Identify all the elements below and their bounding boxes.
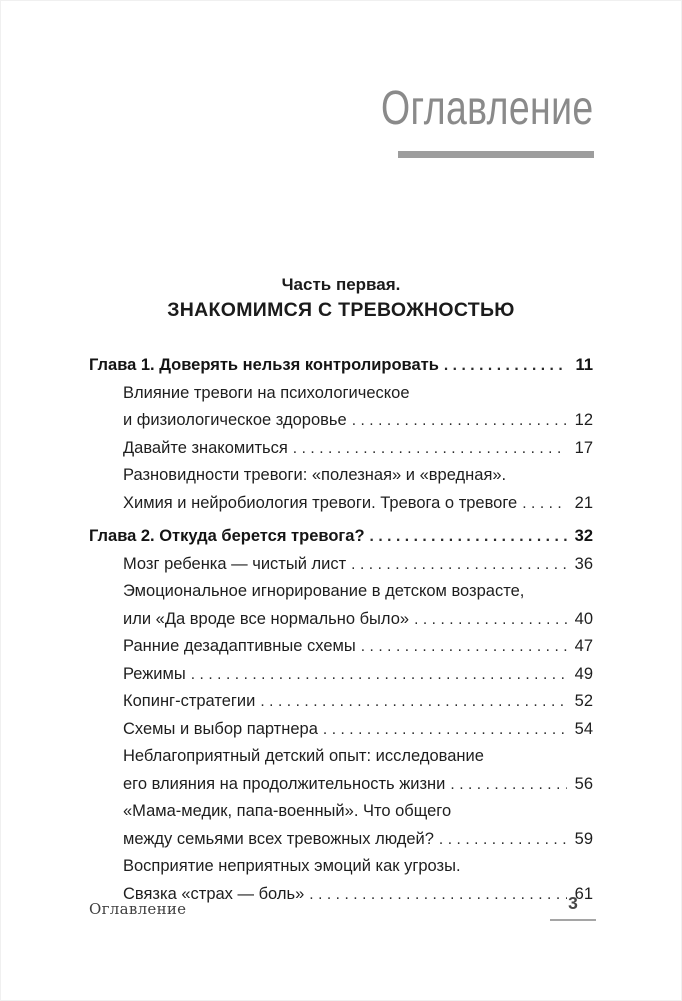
toc-entry-row [123,606,593,634]
toc-entry [89,633,593,661]
toc-entry-row [123,661,593,689]
toc-entry-title: между семьями всех тревожных людей? [123,829,434,848]
toc-entry [89,435,593,463]
toc-entry-row [123,771,593,799]
part-heading [1,273,681,323]
toc-entry-title: Схемы и выбор партнера [123,719,318,738]
toc-entry [89,661,593,689]
toc-chapter [89,352,593,517]
toc-entry-page: 59 [574,829,593,848]
toc-entry-row [123,688,593,716]
toc-entry-page: 47 [574,637,593,655]
dotted-leader [260,688,567,716]
toc-entry-line: Неблагоприятный детский опыт: исследование [123,747,484,765]
toc-entry [89,716,593,744]
toc-chapter-page: 11 [575,356,593,374]
toc-entry-page: 56 [574,774,593,793]
toc [89,352,593,908]
toc-entry-page: 54 [574,719,593,738]
toc-entry [89,551,593,579]
toc-entry-page: 49 [574,664,593,683]
toc-entry [89,688,593,716]
dotted-leader [293,435,567,463]
dotted-leader [323,716,567,744]
toc-entry [89,798,593,853]
toc-entry-row [123,490,593,518]
toc-entry-row [123,435,593,463]
toc-entry-page: 21 [574,493,593,512]
dotted-leader [444,352,567,380]
toc-chapter-title: Глава 2. Откуда берется тревога? [89,527,365,545]
toc-entry-title: его влияния на продолжительность жизни [123,774,446,793]
toc-entry-title: Связка «страх — боль» [123,884,305,903]
toc-chapter-title: Глава 1. Доверять нельзя контролировать [89,356,439,374]
toc-entry-page: 52 [574,692,593,710]
dotted-leader [414,606,567,634]
toc-entry-title: Давайте знакомиться [123,438,288,457]
page-title-text: Оглавление [381,82,594,135]
dotted-leader [370,523,567,551]
page-title [321,81,594,136]
toc-entry-title: Режимы [123,664,186,683]
part-title: ЗНАКОМИМСЯ С ТРЕВОЖНОСТЬЮ [167,299,515,321]
dotted-leader [439,826,567,854]
toc-entry-page: 40 [574,609,593,628]
dotted-leader [191,661,567,689]
toc-entry [89,462,593,517]
toc-entry-line: Восприятие неприятных эмоций как угрозы. [123,857,461,875]
toc-entry-row [123,633,593,661]
toc-entry-title: Ранние дезадаптивные схемы [123,637,356,655]
toc-entry-line: «Мама-медик, папа-военный». Что общего [123,802,452,820]
toc-entry-row [123,407,593,435]
toc-entry-title: и физиологическое здоровье [123,411,347,429]
toc-chapter-row [89,523,593,551]
toc-chapter [89,523,593,908]
toc-entry-page: 17 [574,438,593,457]
toc-entry [89,743,593,798]
toc-entry-line: Эмоциональное игнорирование в детском возрасте, [123,582,525,600]
footer-section-label: Оглавление [89,900,187,918]
toc-entry-line: Влияние тревоги на психологическое [123,383,410,402]
toc-entry-page: 12 [574,411,593,429]
toc-entry-title: или «Да вроде все нормально было» [123,609,410,628]
title-underline-rule [398,151,594,158]
toc-entry [89,380,593,435]
dotted-leader [309,881,567,909]
part-number: Часть первая. [281,275,401,294]
toc-entry-row [123,826,593,854]
dotted-leader [361,633,567,661]
dotted-leader [522,490,567,518]
toc-chapter-row [89,352,593,380]
toc-entry-title: Мозг ребенка — чистый лист [123,554,347,573]
toc-entry-row [123,716,593,744]
toc-entry-title: Химия и нейробиология тревоги. Тревога о тревоге [123,493,518,512]
dotted-leader [450,771,567,799]
toc-entry-row [123,551,593,579]
toc-entry-line: Разновидности тревоги: «полезная» и «вредная». [123,466,507,484]
toc-entry-page: 61 [574,884,593,903]
dotted-leader [351,551,567,579]
toc-chapter-page: 32 [574,527,593,545]
dotted-leader [352,407,567,435]
toc-entry [89,578,593,633]
toc-entry-row [123,881,593,909]
toc-entry-title: Копинг-стратегии [123,692,256,710]
footer-page-number: 3 [550,893,596,921]
toc-entry-page: 36 [574,554,593,573]
